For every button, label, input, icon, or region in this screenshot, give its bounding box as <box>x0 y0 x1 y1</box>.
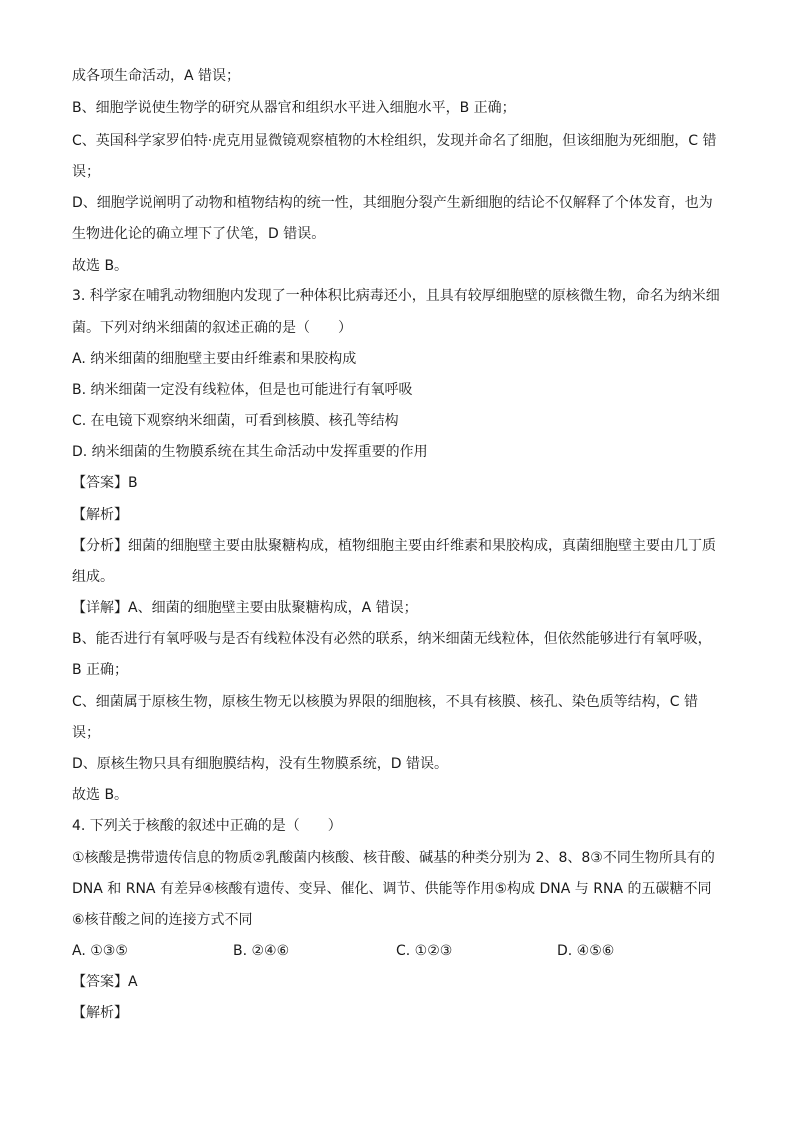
text-line: D、原核生物只具有细胞膜结构，没有生物膜系统，D 错误。 <box>72 756 449 772</box>
text-line: DNA 和 RNA 有差异④核酸有遗传、变异、催化、调节、供能等作用⑤构成 DNA 与 RNA 的五碳糖不同 <box>72 881 712 897</box>
option-d: D. 纳米细菌的生物膜系统在其生命活动中发挥重要的作用 <box>72 444 428 460</box>
option-c: C. 在电镜下观察纳米细菌，可看到核膜、核孔等结构 <box>72 413 399 429</box>
question-4: 4. 下列关于核酸的叙述中正确的是（ ） <box>72 818 342 834</box>
text-line: 误； <box>72 164 100 180</box>
text-line: 成各项生命活动，A 错误； <box>72 68 241 84</box>
text-line: 【分析】细菌的细胞壁主要由肽聚糖构成，植物细胞主要由纤维素和果胶构成，真菌细胞壁主要由几丁质 <box>72 538 716 554</box>
option-b: B. 纳米细菌一定没有线粒体，但是也可能进行有氧呼吸 <box>72 382 413 398</box>
choice-c: C. ①②③ <box>396 943 453 959</box>
answer-label: 【答案】A <box>72 974 138 990</box>
text-line: 误； <box>72 725 100 741</box>
text-line: D、细胞学说阐明了动物和植物结构的统一性，其细胞分裂产生新细胞的结论不仅解释了个体发育，也为 <box>72 195 713 211</box>
analysis-label: 【解析】 <box>72 1005 128 1021</box>
text-line: C、英国科学家罗伯特·虎克用显微镜观察植物的木栓组织，发现并命名了细胞，但该细胞为死细胞，C 错 <box>72 133 717 149</box>
text-line: ⑥核苷酸之间的连接方式不同 <box>72 912 253 928</box>
text-line: 故选 B。 <box>72 787 129 803</box>
option-a: A. 纳米细菌的细胞壁主要由纤维素和果胶构成 <box>72 351 357 367</box>
text-line: 组成。 <box>72 569 114 585</box>
choice-a: A. ①③⑤ <box>72 943 128 959</box>
text-line: 菌。下列对纳米细菌的叙述正确的是（ ） <box>72 320 352 336</box>
question-3: 3. 科学家在哺乳动物细胞内发现了一种体积比病毒还小，且具有较厚细胞壁的原核微生物，命名为纳米细 <box>72 288 720 304</box>
text-line: ①核酸是携带遗传信息的物质②乳酸菌内核酸、核苷酸、碱基的种类分别为 2、8、8③不同生物所具有的 <box>72 850 715 866</box>
analysis-label: 【解析】 <box>72 507 128 523</box>
text-line: 【详解】A、细菌的细胞壁主要由肽聚糖构成，A 错误； <box>72 600 418 616</box>
text-line: B、细胞学说使生物学的研究从器官和组织水平进入细胞水平，B 正确； <box>72 100 516 116</box>
choice-d: D. ④⑤⑥ <box>557 943 615 959</box>
text-line: C、细菌属于原核生物，原核生物无以核膜为界限的细胞核，不具有核膜、核孔、染色质等结构，C 错 <box>72 694 698 710</box>
text-line: 生物进化论的确立埋下了伏笔，D 错误。 <box>72 226 326 242</box>
text-line: B 正确； <box>72 662 129 678</box>
text-line: B、能否进行有氧呼吸与是否有线粒体没有必然的联系，纳米细菌无线粒体，但依然能够进行有氧呼吸， <box>72 631 712 647</box>
choice-b: B. ②④⑥ <box>233 943 290 959</box>
text-line: 故选 B。 <box>72 258 129 274</box>
answer-label: 【答案】B <box>72 475 138 491</box>
